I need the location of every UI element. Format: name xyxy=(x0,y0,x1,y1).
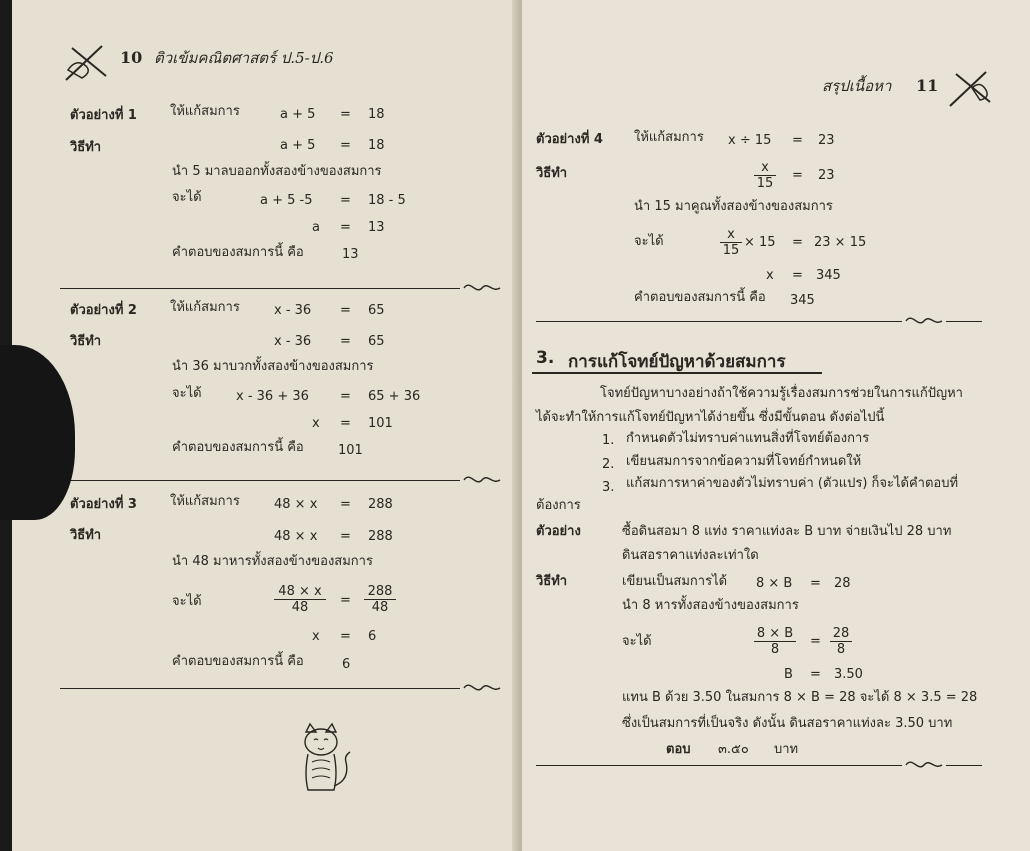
method-label: วิธีทำ xyxy=(536,166,568,181)
step1-rhs: 23 × 15 xyxy=(814,235,867,250)
fraction-numerator: 48 × x xyxy=(274,584,326,600)
pencil-ruler-icon xyxy=(62,40,110,84)
restate-rhs: 65 xyxy=(368,334,385,349)
method-label: วิธีทำ xyxy=(536,574,568,589)
step2-eq: = xyxy=(792,268,803,283)
step2-eq: = xyxy=(810,667,821,682)
fraction-numerator: 28 xyxy=(830,626,852,642)
instruction: นำ 5 มาลบออกทั้งสองข้างของสมการ xyxy=(172,164,382,179)
step1-eq: = xyxy=(792,235,803,250)
method-label: วิธีทำ xyxy=(70,334,102,349)
fraction-denominator: 8 xyxy=(836,642,846,657)
step2-rhs: 13 xyxy=(368,220,385,235)
restate-rhs: 18 xyxy=(368,138,385,153)
step2-rhs: 3.50 xyxy=(834,667,863,682)
result-label: จะได้ xyxy=(634,234,664,249)
method-eq-lhs: 8 × B xyxy=(756,576,793,591)
example-line: ดินสอราคาแท่งละเท่าใด xyxy=(622,548,759,563)
step2-rhs: 101 xyxy=(368,416,393,431)
divider xyxy=(946,321,982,322)
step2-eq: = xyxy=(340,220,351,235)
equation-eq: = xyxy=(340,497,351,512)
step1-lhs: x - 36 + 36 xyxy=(236,389,309,404)
answer-value: 13 xyxy=(342,247,359,262)
divider xyxy=(60,480,460,481)
fraction-numerator: 288 xyxy=(364,584,396,600)
answer-label: คำตอบของสมการนี้ คือ xyxy=(172,654,304,669)
step2-lhs: x xyxy=(312,629,320,644)
check-line: ซึ่งเป็นสมการที่เป็นจริง ดังนั้น ดินสอราคาแท่งละ 3.50 บาท xyxy=(622,716,953,731)
flourish-ornament-icon xyxy=(904,314,944,328)
divider xyxy=(60,688,460,689)
section-title: การแก้โจทย์ปัญหาด้วยสมการ xyxy=(568,352,786,372)
fraction-right xyxy=(364,584,396,615)
equation-rhs: 23 xyxy=(818,133,835,148)
method-eq-rhs: 28 xyxy=(834,576,851,591)
fraction-restate xyxy=(754,160,776,191)
cat-illustration-icon xyxy=(292,722,356,794)
fraction-numerator: x xyxy=(720,227,742,243)
example-prompt: ให้แก้สมการ xyxy=(170,300,240,315)
left-page xyxy=(12,0,520,851)
step1-eq: = xyxy=(340,389,351,404)
instruction: นำ 8 หารทั้งสองข้างของสมการ xyxy=(622,598,799,613)
equation-rhs: 65 xyxy=(368,303,385,318)
restate-eq: = xyxy=(340,529,351,544)
fraction-denominator: 48 xyxy=(291,600,309,615)
running-title: ติวเข้มคณิตศาสตร์ ป.5-ป.6 xyxy=(154,49,334,67)
fraction-denominator: 15 xyxy=(722,243,740,258)
fraction-right xyxy=(830,626,852,657)
fraction-denominator: 8 xyxy=(770,642,780,657)
step-number: 2. xyxy=(602,457,615,472)
method-label: วิธีทำ xyxy=(70,140,102,155)
step2-lhs: x xyxy=(312,416,320,431)
equation-rhs: 18 xyxy=(368,107,385,122)
answer-label: คำตอบของสมการนี้ คือ xyxy=(172,440,304,455)
example-line: ซื้อดินสอมา 8 แท่ง ราคาแท่งละ B บาท จ่ายเงินไป 28 บาท xyxy=(622,524,952,539)
pencil-ruler-icon xyxy=(946,66,994,110)
instruction: นำ 15 มาคูณทั้งสองข้างของสมการ xyxy=(634,199,833,214)
step2-rhs: 6 xyxy=(368,629,377,644)
instruction: นำ 36 มาบวกทั้งสองข้างของสมการ xyxy=(172,359,374,374)
equation-lhs: x ÷ 15 xyxy=(728,133,772,148)
step2-lhs: B xyxy=(784,667,793,682)
restate-rhs: 288 xyxy=(368,529,393,544)
final-answer-value: ๓.๕๐ xyxy=(718,742,749,757)
example-label: ตัวอย่าง xyxy=(536,524,581,539)
divider xyxy=(60,288,460,289)
example-heading: ตัวอย่างที่ 1 xyxy=(70,108,137,123)
answer-label: คำตอบของสมการนี้ คือ xyxy=(634,290,766,305)
fraction-denominator: 48 xyxy=(371,600,389,615)
instruction: นำ 48 มาหารทั้งสองข้างของสมการ xyxy=(172,554,373,569)
check-line: แทน B ด้วย 3.50 ในสมการ 8 × B = 28 จะได้ 8 × 3.5 = 28 xyxy=(622,690,978,705)
restate-lhs: x - 36 xyxy=(274,334,312,349)
equation-lhs: x - 36 xyxy=(274,303,312,318)
restate-rhs: 23 xyxy=(818,168,835,183)
method-label: วิธีทำ xyxy=(70,528,102,543)
example-prompt: ให้แก้สมการ xyxy=(170,104,240,119)
step2-lhs: x xyxy=(766,268,774,283)
flourish-ornament-icon xyxy=(462,473,502,487)
step1-eq: = xyxy=(340,193,351,208)
divider xyxy=(536,321,902,322)
fraction-numerator: 8 × B xyxy=(754,626,796,642)
page-number: 11 xyxy=(916,76,939,95)
divider xyxy=(946,765,982,766)
step-number: 1. xyxy=(602,433,615,448)
running-title: สรุปเนื้อหา xyxy=(822,77,892,95)
example-heading: ตัวอย่างที่ 3 xyxy=(70,497,137,512)
example-prompt: ให้แก้สมการ xyxy=(170,494,240,509)
fraction-step1 xyxy=(720,227,742,258)
step1-tail: × 15 xyxy=(744,235,776,250)
answer-label: คำตอบของสมการนี้ คือ xyxy=(172,245,304,260)
fraction-left xyxy=(754,626,796,657)
fraction-numerator: x xyxy=(754,160,776,176)
equation-rhs: 288 xyxy=(368,497,393,512)
step-text: กำหนดตัวไม่ทราบค่าแทนสิ่งที่โจทย์ต้องการ xyxy=(626,431,870,446)
divider xyxy=(536,765,902,766)
example-heading: ตัวอย่างที่ 2 xyxy=(70,303,137,318)
result-label: จะได้ xyxy=(172,386,202,401)
step1-lhs: a + 5 -5 xyxy=(260,193,313,208)
restate-lhs: 48 × x xyxy=(274,529,318,544)
step-text-continued: ต้องการ xyxy=(536,498,581,513)
final-answer-unit: บาท xyxy=(774,742,799,757)
equation-lhs: a + 5 xyxy=(280,107,316,122)
step1-rhs: 18 - 5 xyxy=(368,193,406,208)
right-page xyxy=(522,0,1030,851)
answer-value: 6 xyxy=(342,657,351,672)
fraction-eq: = xyxy=(810,634,821,649)
equation-eq: = xyxy=(340,303,351,318)
result-label: จะได้ xyxy=(172,594,202,609)
step2-eq: = xyxy=(340,629,351,644)
restate-eq: = xyxy=(340,334,351,349)
method-line: เขียนเป็นสมการได้ xyxy=(622,574,728,589)
step-text: เขียนสมการจากข้อความที่โจทย์กำหนดให้ xyxy=(626,454,862,469)
final-answer-label: ตอบ xyxy=(666,742,691,757)
example-heading: ตัวอย่างที่ 4 xyxy=(536,132,603,147)
fraction-denominator: 15 xyxy=(756,176,774,191)
step-number: 3. xyxy=(602,480,615,495)
intro-line: ได้จะทำให้การแก้โจทย์ปัญหาได้ง่ายขึ้น ซึ่งมีขั้นตอน ดังต่อไปนี้ xyxy=(536,410,885,425)
section-title-underline xyxy=(532,372,822,374)
restate-eq: = xyxy=(792,168,803,183)
step-text: แก้สมการหาค่าของตัวไม่ทราบค่า (ตัวแปร) ก็จะได้คำตอบที่ xyxy=(626,476,959,491)
step2-lhs: a xyxy=(312,220,320,235)
answer-value: 345 xyxy=(790,293,815,308)
fraction-left xyxy=(274,584,326,615)
fraction-eq: = xyxy=(340,593,351,608)
example-prompt: ให้แก้สมการ xyxy=(634,130,704,145)
step2-eq: = xyxy=(340,416,351,431)
equation-eq: = xyxy=(792,133,803,148)
section-number: 3. xyxy=(536,348,555,368)
flourish-ornament-icon xyxy=(462,281,502,295)
page-number: 10 xyxy=(120,48,143,67)
flourish-ornament-icon xyxy=(904,758,944,772)
step1-rhs: 65 + 36 xyxy=(368,389,421,404)
result-label: จะได้ xyxy=(622,634,652,649)
step2-rhs: 345 xyxy=(816,268,841,283)
equation-eq: = xyxy=(340,107,351,122)
equation-lhs: 48 × x xyxy=(274,497,318,512)
flourish-ornament-icon xyxy=(462,681,502,695)
result-label: จะได้ xyxy=(172,190,202,205)
restate-eq: = xyxy=(340,138,351,153)
restate-lhs: a + 5 xyxy=(280,138,316,153)
intro-line: โจทย์ปัญหาบางอย่างถ้าใช้ความรู้เรื่องสมการช่วยในการแก้ปัญหา xyxy=(600,386,963,401)
method-eq-eq: = xyxy=(810,576,821,591)
answer-value: 101 xyxy=(338,443,363,458)
